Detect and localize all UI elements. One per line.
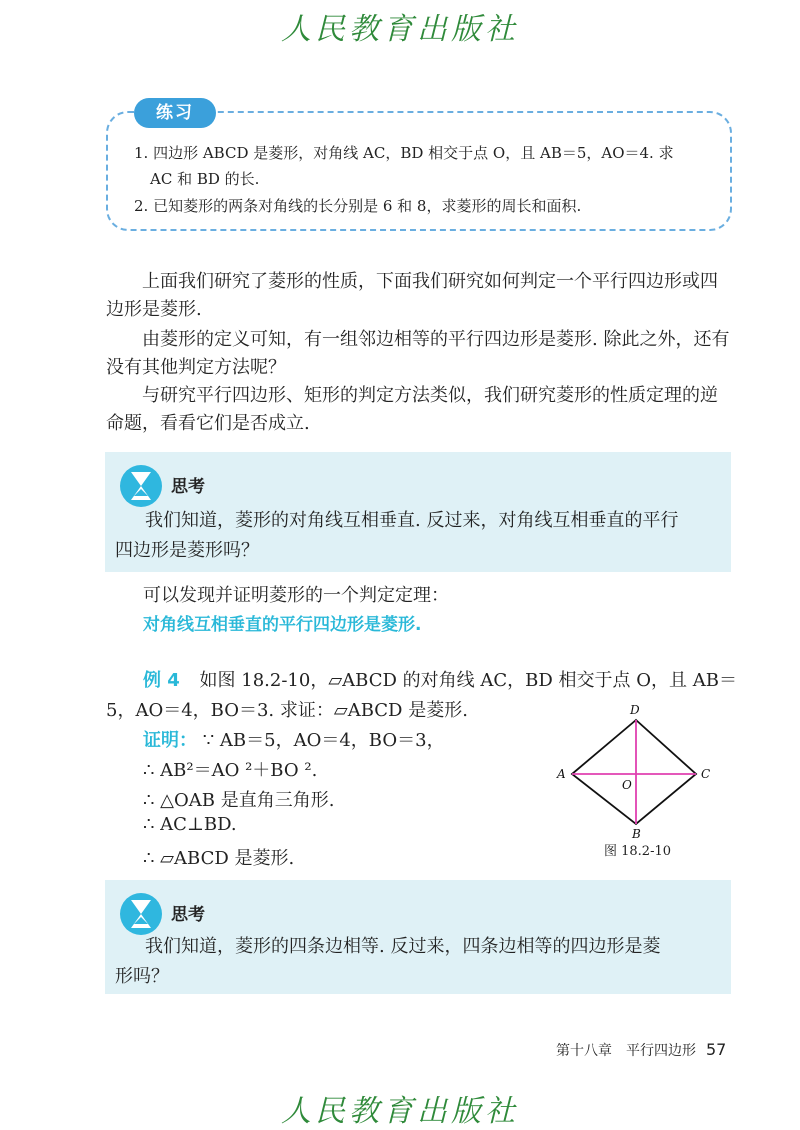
think-box-1 xyxy=(105,452,731,572)
paragraph-3: 与研究平行四边形、矩形的判定方法类似，我们研究菱形的性质定理的逆命题，看看它们是否成立. xyxy=(106,385,718,434)
label-b: B xyxy=(632,827,641,841)
proof-step-3: ∴ △OAB 是直角三角形. xyxy=(143,790,335,811)
proof-step-2: ∴ AB²＝AO ²＋BO ². xyxy=(143,760,318,781)
think-text-1-line-2: 四边形是菱形吗？ xyxy=(115,540,259,561)
label-o: O xyxy=(622,778,632,792)
paragraph-2: 由菱形的定义可知，有一组邻边相等的平行四边形是菱形. 除此之外，还有没有其他判定方法呢？ xyxy=(106,329,730,378)
proof-label: 证明： xyxy=(143,730,197,751)
example-text-line-1: 如图 18.2-10，▱ABCD 的对角线 AC，BD 相交于点 O，且 AB＝ xyxy=(199,670,737,691)
hourglass-icon xyxy=(119,892,163,936)
example-line-1 xyxy=(143,666,737,692)
proof-step-4: ∴ AC⊥BD. xyxy=(143,814,237,835)
exercise-item-2: 2. 已知菱形的两条对角线的长分别是 6 和 8，求菱形的周长和面积. xyxy=(134,197,582,215)
proof-step-1: ∵ AB＝5，AO＝4，BO＝3， xyxy=(202,730,445,751)
page-footer xyxy=(556,1040,726,1060)
label-c: C xyxy=(701,767,711,781)
think-text-1-line-1: 我们知道，菱形的对角线互相垂直. 反过来，对角线互相垂直的平行 xyxy=(145,510,679,531)
publisher-logo-bottom: 人民教育出版社 xyxy=(281,1094,519,1129)
label-a: A xyxy=(557,767,566,781)
chapter-title: 第十八章 平行四边形 xyxy=(556,1043,696,1059)
publisher-logo-top: 人民教育出版社 xyxy=(281,12,519,47)
figure-caption: 图 18.2-10 xyxy=(604,844,672,859)
think-text-2-line-2: 形吗？ xyxy=(115,966,169,987)
think-title-2: 思考 xyxy=(171,905,205,925)
paragraph-1: 上面我们研究了菱形的性质，下面我们研究如何判定一个平行四边形或四边形是菱形. xyxy=(106,271,718,320)
proof-step-5: ∴ ▱ABCD 是菱形. xyxy=(143,848,295,869)
rhombus-outline xyxy=(572,720,696,824)
rhombus-figure xyxy=(550,700,720,860)
think-text-2-line-1: 我们知道，菱形的四条边相等. 反过来，四条边相等的四边形是菱 xyxy=(145,936,661,957)
theorem-statement: 对角线互相垂直的平行四边形是菱形. xyxy=(143,615,422,635)
hourglass-icon xyxy=(119,464,163,508)
example-line-2: 5，AO＝4，BO＝3. 求证：▱ABCD 是菱形. xyxy=(106,700,468,721)
exercise-item-1-line-1: 1. 四边形 ABCD 是菱形，对角线 AC，BD 相交于点 O，且 AB＝5，AO＝4. 求 xyxy=(134,144,674,162)
exercise-item-1-line-2: AC 和 BD 的长. xyxy=(150,170,260,188)
think-box-2 xyxy=(105,880,731,994)
label-d: D xyxy=(630,703,640,717)
proof-line-1 xyxy=(143,726,445,752)
exercise-tag: 练习 xyxy=(134,98,216,128)
example-label: 例 4 xyxy=(143,670,180,691)
page-number: 57 xyxy=(706,1040,727,1059)
think-title-1: 思考 xyxy=(171,477,205,497)
theorem-intro: 可以发现并证明菱形的一个判定定理： xyxy=(143,585,449,606)
